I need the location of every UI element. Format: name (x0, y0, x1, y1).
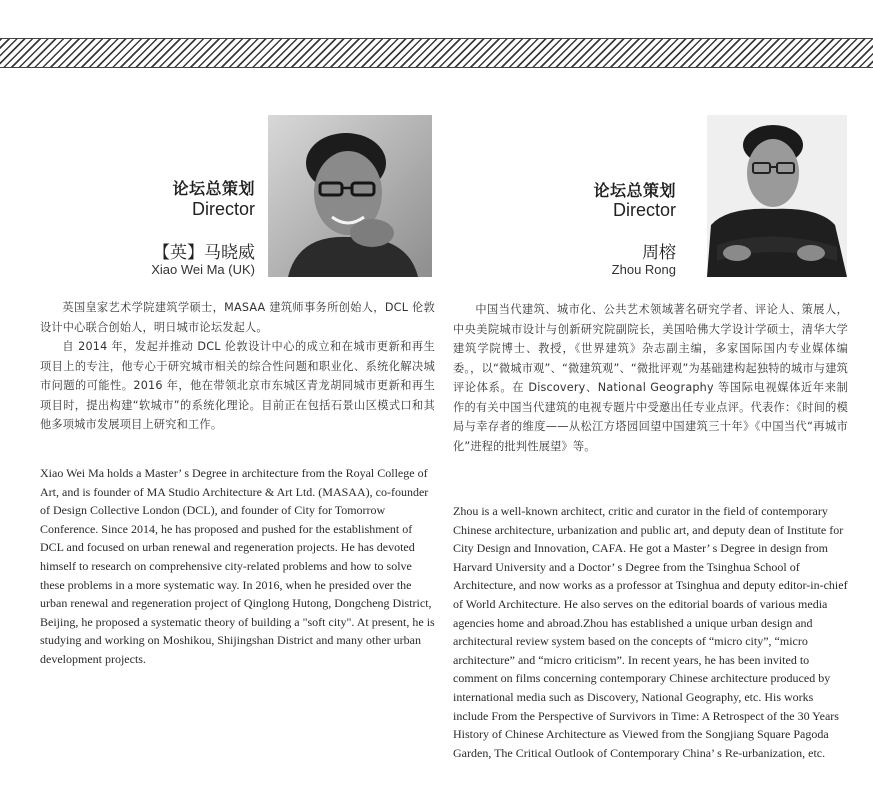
person-name-en: Zhou Rong (611, 262, 676, 277)
portrait-photo-icon (707, 115, 847, 277)
bio-cn-paragraph-1: 中国当代建筑、城市化、公共艺术领域著名研究学者、评论人、策展人，中央美院城市设计与创新研究院副院长，美国哈佛大学设计学硕士，清华大学建筑学院博士、教授，《世界建筑》杂志副主编，多家国际国内专业媒体编委。，以“微城市观”、“微建筑观”、“微批评观”为基础建构起独特的城市与建筑评论体系。在 Discovery、National Geography 等国际电视媒体近年来制作的有关中国当代建筑的电视专题片中受邀出任专业点评。代表作：《时间的模局与幸存者的维度——从松江方塔园回望中国建筑三十年》《中国当代“再城市化”进程的批判性展望》等。 (453, 303, 848, 453)
role-title-en: Director (612, 200, 676, 220)
person-name-en: Xiao Wei Ma (UK) (151, 262, 255, 277)
bio-cn-paragraph-2: 自 2014 年，发起并推动 DCL 伦敦设计中心的成立和在城市更新和再生项目上的专注，他专心于研究城市相关的综合性问题和职业化、系统化解决城市问题的可能性。2016 年，他在带领北京市东城区青龙胡同城市更新和再生项目时，提出构建“软城市”的系统化理论。目前正在包括石景山区模式口和其他多项城市发展项目上研究和工作。 (40, 340, 435, 431)
person-name-cn: 周榕 (642, 243, 676, 263)
bio-english: Xiao Wei Ma holds a Master’ s Degree in architecture from the Royal College of Art, and is founder of MA Studio Architecture & Art Ltd. (MASAA), co-founder of Design Collective London (DCL), and founder of City for Tomorrow Conference. Since 2014, he has proposed and pushed for the establishment of DCL and focused on urban renewal and regeneration projects. He has devoted himself to research on comprehensive city-related problems and how to solve these problems in a more systematic way. In 2016, when he presided over the urban renewal and regeneration project of Qinglong Hutong, Dongcheng District, Beijing, he proposed a systematic theory of building a "soft city". At present, he is studying and working on Moshikou, Shijingshan District and many other urban development projects. (40, 466, 435, 666)
role-title-cn: 论坛总策划 (172, 179, 255, 198)
role-title-en: Director (191, 199, 255, 219)
portrait-photo-icon (268, 115, 432, 277)
person-name-cn: 【英】马晓威 (153, 243, 255, 263)
bio-english: Zhou is a well-known architect, critic and curator in the field of contemporary Chinese architecture, urbanization and public art, and deputy dean of Institute for City Design and Innovation, CAFA. He got a Master’ s Degree in design from Harvard University and a Doctor’ s Degree from the Tsinghua School of Architecture, and now works as a professor at Tsinghua and deputy editor-in-chief of World Architecture. He also serves on the editorial boards of various media agencies home and abroad.Zhou has established a unique urban design and architectural review system based on the concepts of “micro city”, “micro architecture” and “micro criticism”. In recent years, he has been invited to comment on films concerning contemporary Chinese architecture produced by international media such as Discovery, National Geography, etc. His works include From the Perspective of Survivors in Time: A Retrospect of the 30 Years History of Chinese Architecture as Viewed from the Songjiang Square Pagoda Garden, The Critical Outlook of Contemporary China’ s Re-urbanization, etc. (453, 504, 848, 760)
profile-xiao-wei-ma (40, 0, 440, 792)
bio-chinese (453, 300, 848, 456)
profile-zhou-rong (453, 0, 848, 792)
role-title-cn: 论坛总策划 (593, 181, 676, 200)
bio-chinese (40, 298, 435, 435)
bio-cn-paragraph-1: 英国皇家艺术学院建筑学硕士，MASAA 建筑师事务所创始人，DCL 伦敦设计中心联合创始人，明日城市论坛发起人。 (40, 301, 435, 334)
